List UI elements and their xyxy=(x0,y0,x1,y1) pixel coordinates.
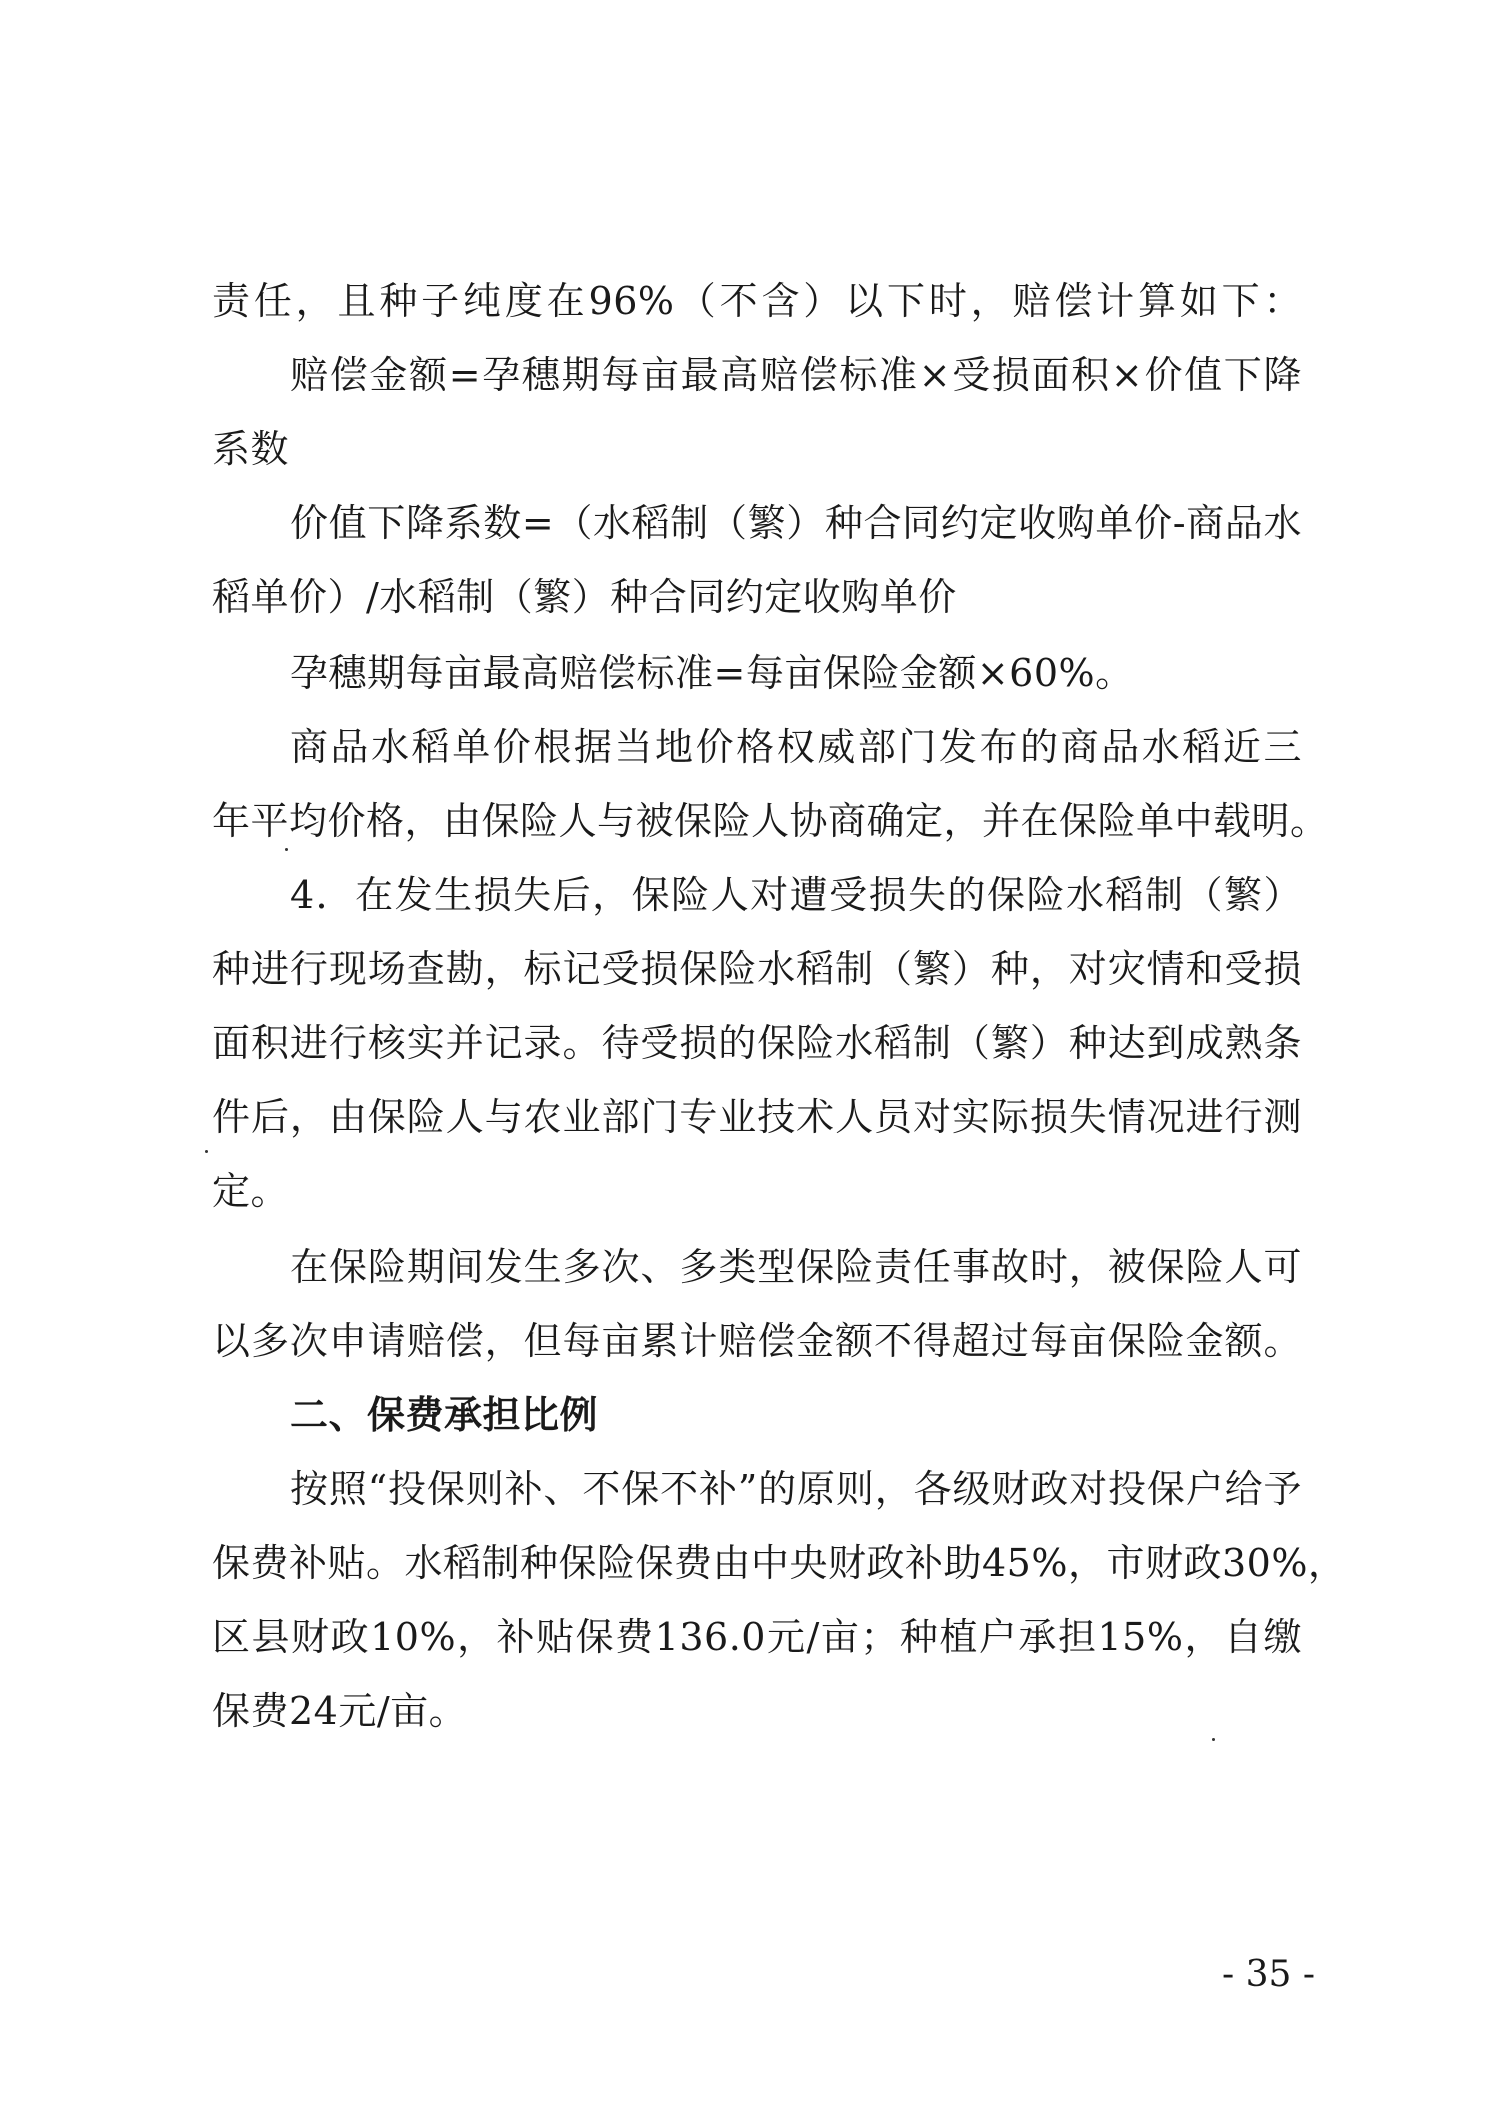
paragraph-line: 区县财政10%，补贴保费136.0元/亩；种植户承担15%，自缴 xyxy=(212,1615,1302,1659)
paragraph-line: 保费补贴。水稻制种保险保费由中央财政补助45%，市财政30%， xyxy=(212,1541,1347,1585)
scan-speck xyxy=(205,1150,208,1153)
paragraph-line: 定。 xyxy=(212,1169,290,1213)
formula-max-compensation-standard: 孕穗期每亩最高赔偿标准=每亩保险金额×60%。 xyxy=(290,651,1134,695)
paragraph-line: 4．在发生损失后，保险人对遭受损失的保险水稻制（繁） xyxy=(290,873,1302,917)
formula-compensation-amount: 赔偿金额=孕穗期每亩最高赔偿标准×受损面积×价值下降 xyxy=(290,353,1302,397)
paragraph-line: 种进行现场查勘，标记受损保险水稻制（繁）种，对灾情和受损 xyxy=(212,947,1302,991)
paragraph-line: 面积进行核实并记录。待受损的保险水稻制（繁）种达到成熟条 xyxy=(212,1021,1302,1065)
page-number: - 35 - xyxy=(1221,1954,1315,1995)
paragraph-line: 商品水稻单价根据当地价格权威部门发布的商品水稻近三 xyxy=(290,725,1302,769)
scan-speck xyxy=(1212,1738,1215,1741)
paragraph-line: 以多次申请赔偿，但每亩累计赔偿金额不得超过每亩保险金额。 xyxy=(212,1319,1302,1363)
section-heading: 二、保费承担比例 xyxy=(290,1393,599,1437)
body-line-1: 责任，且种子纯度在96%（不含）以下时，赔偿计算如下： xyxy=(212,279,1302,323)
paragraph-line: 年平均价格，由保险人与被保险人协商确定，并在保险单中载明。 xyxy=(212,799,1329,843)
paragraph-line: 按照“投保则补、不保不补”的原则，各级财政对投保户给予 xyxy=(290,1467,1302,1511)
paragraph-line: 件后，由保险人与农业部门专业技术人员对实际损失情况进行测 xyxy=(212,1095,1302,1139)
formula-continuation: 稻单价）/水稻制（繁）种合同约定收购单价 xyxy=(212,575,957,619)
formula-continuation: 系数 xyxy=(212,427,290,471)
paragraph-line: 在保险期间发生多次、多类型保险责任事故时，被保险人可 xyxy=(290,1245,1302,1289)
formula-value-decline-coefficient: 价值下降系数=（水稻制（繁）种合同约定收购单价-商品水 xyxy=(290,501,1302,545)
paragraph-line: 保费24元/亩。 xyxy=(212,1689,468,1733)
scan-speck xyxy=(285,848,288,851)
